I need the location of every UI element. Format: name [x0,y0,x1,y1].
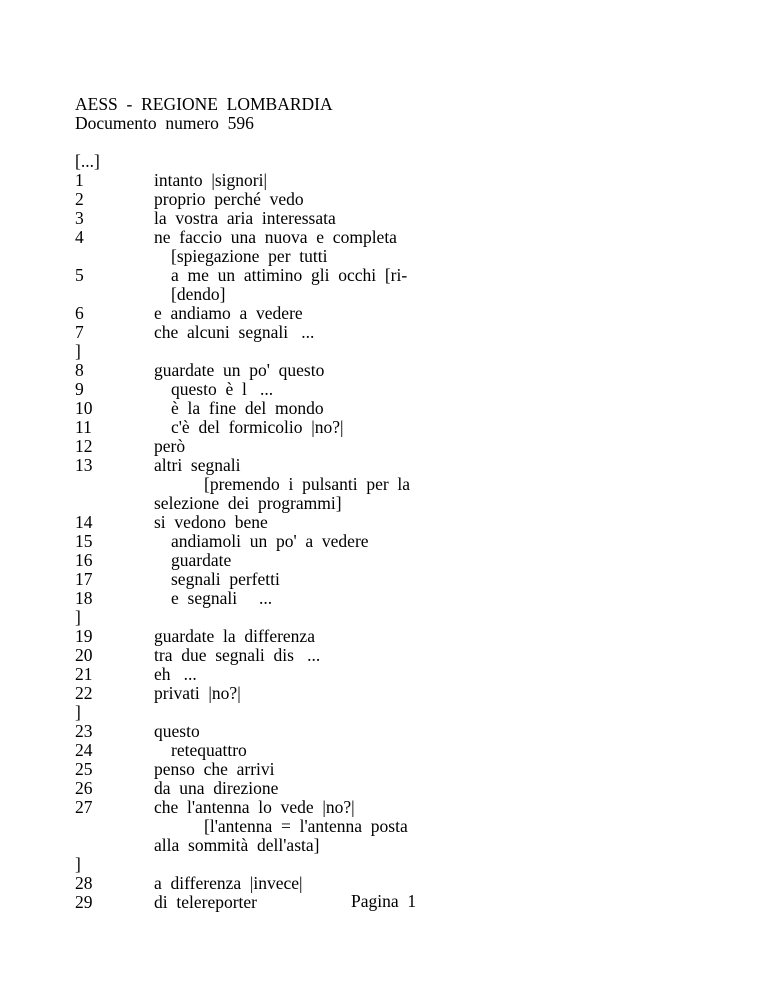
transcript-line [75,437,715,456]
document-header-title: AESS - REGIONE LOMBARDIA [75,94,333,114]
transcript-line [75,627,715,646]
transcript-line [75,513,715,532]
line-text: che alcuni segnali ... [154,322,315,342]
line-number: 25 [75,759,93,779]
line-number: 7 [75,322,84,342]
line-text: di telereporter [154,892,258,912]
line-number: 1 [75,170,84,190]
line-number: 22 [75,683,93,703]
line-number: 29 [75,892,93,912]
transcript-line [75,247,715,266]
line-number: 6 [75,303,84,323]
line-number: 27 [75,797,93,817]
transcript-line [75,475,715,494]
transcript-line [75,456,715,475]
line-number: 23 [75,721,93,741]
line-number: 8 [75,360,84,380]
transcript-line [75,399,715,418]
transcript-line [75,741,715,760]
transcript-line [75,494,715,513]
line-text: a me un attimino gli occhi [ri- [171,265,408,285]
line-text: ne faccio una nuova e completa [154,227,397,247]
line-number: 11 [75,417,92,437]
line-number: 4 [75,227,84,247]
line-number: 12 [75,436,93,456]
transcript-line [75,323,715,342]
line-text: e segnali ... [171,588,273,608]
transcript-line [75,570,715,589]
transcript-line [75,266,715,285]
line-number: 5 [75,265,84,285]
transcript-line [75,646,715,665]
transcript-line [75,361,715,380]
line-number: ] [75,702,81,722]
line-text: che l'antenna lo vede |no?| [154,797,355,817]
line-text: la vostra aria interessata [154,208,336,228]
document-number: Documento numero 596 [75,113,254,133]
line-number: 28 [75,873,93,893]
transcript-line [75,703,715,722]
transcript-line [75,779,715,798]
transcript-line [75,209,715,228]
line-text: selezione dei programmi] [154,493,342,513]
line-text: c'è del formicolio |no?| [171,417,344,437]
transcript-line [75,760,715,779]
transcript-line [75,665,715,684]
line-text: è la fine del mondo [171,398,324,418]
transcript-lines [75,152,715,912]
line-number: ] [75,607,81,627]
line-text: guardate un po' questo [154,360,325,380]
transcript-line [75,342,715,361]
line-number: 9 [75,379,84,399]
line-text: [dendo] [171,284,226,304]
line-number: 16 [75,550,93,570]
line-number: 21 [75,664,93,684]
transcript-line [75,380,715,399]
transcript-line [75,836,715,855]
transcript-line [75,190,715,209]
transcript-line [75,608,715,627]
line-text: intanto |signori| [154,170,267,190]
line-text: questo è l ... [171,379,274,399]
line-text: altri segnali [154,455,241,475]
line-text: da una direzione [154,778,279,798]
transcript-line [75,722,715,741]
line-text: si vedono bene [154,512,268,532]
line-text: questo [154,721,200,741]
line-number: 14 [75,512,93,532]
line-text: proprio perché vedo [154,189,304,209]
line-number: 3 [75,208,84,228]
line-text: guardate la differenza [154,626,315,646]
line-text: guardate [171,550,232,570]
line-text: [spiegazione per tutti [171,246,328,266]
line-text: alla sommità dell'asta] [154,835,320,855]
transcript-line [75,684,715,703]
line-text: eh ... [154,664,197,684]
line-number: 18 [75,588,93,608]
transcript-line [75,855,715,874]
line-text: però [154,436,186,456]
transcript-line [75,589,715,608]
line-text: e andiamo a vedere [154,303,303,323]
transcript-line [75,817,715,836]
line-number: [...] [75,151,100,171]
line-number: 2 [75,189,84,209]
line-text: privati |no?| [154,683,241,703]
transcript-line [75,532,715,551]
line-text: penso che arrivi [154,759,275,779]
line-text: a differenza |invece| [154,873,303,893]
line-text: retequattro [171,740,247,760]
transcript-line [75,798,715,817]
transcript-line [75,285,715,304]
line-text: segnali perfetti [171,569,280,589]
line-text: [premendo i pulsanti per la [204,474,411,494]
transcript-line [75,418,715,437]
document-page [75,95,715,912]
line-text: andiamoli un po' a vedere [171,531,369,551]
line-number: 20 [75,645,93,665]
line-number: ] [75,341,81,361]
line-number: 17 [75,569,93,589]
line-number: 13 [75,455,93,475]
transcript-line [75,304,715,323]
transcript-line [75,228,715,247]
line-number: 10 [75,398,93,418]
line-number: 19 [75,626,93,646]
transcript-line [75,551,715,570]
page-number: Pagina 1 [351,891,417,911]
line-number: ] [75,854,81,874]
transcript-line [75,171,715,190]
transcript-line [75,152,715,171]
line-text: tra due segnali dis ... [154,645,321,665]
line-number: 26 [75,778,93,798]
line-text: [l'antenna = l'antenna posta [204,816,408,836]
line-number: 24 [75,740,93,760]
line-number: 15 [75,531,93,551]
